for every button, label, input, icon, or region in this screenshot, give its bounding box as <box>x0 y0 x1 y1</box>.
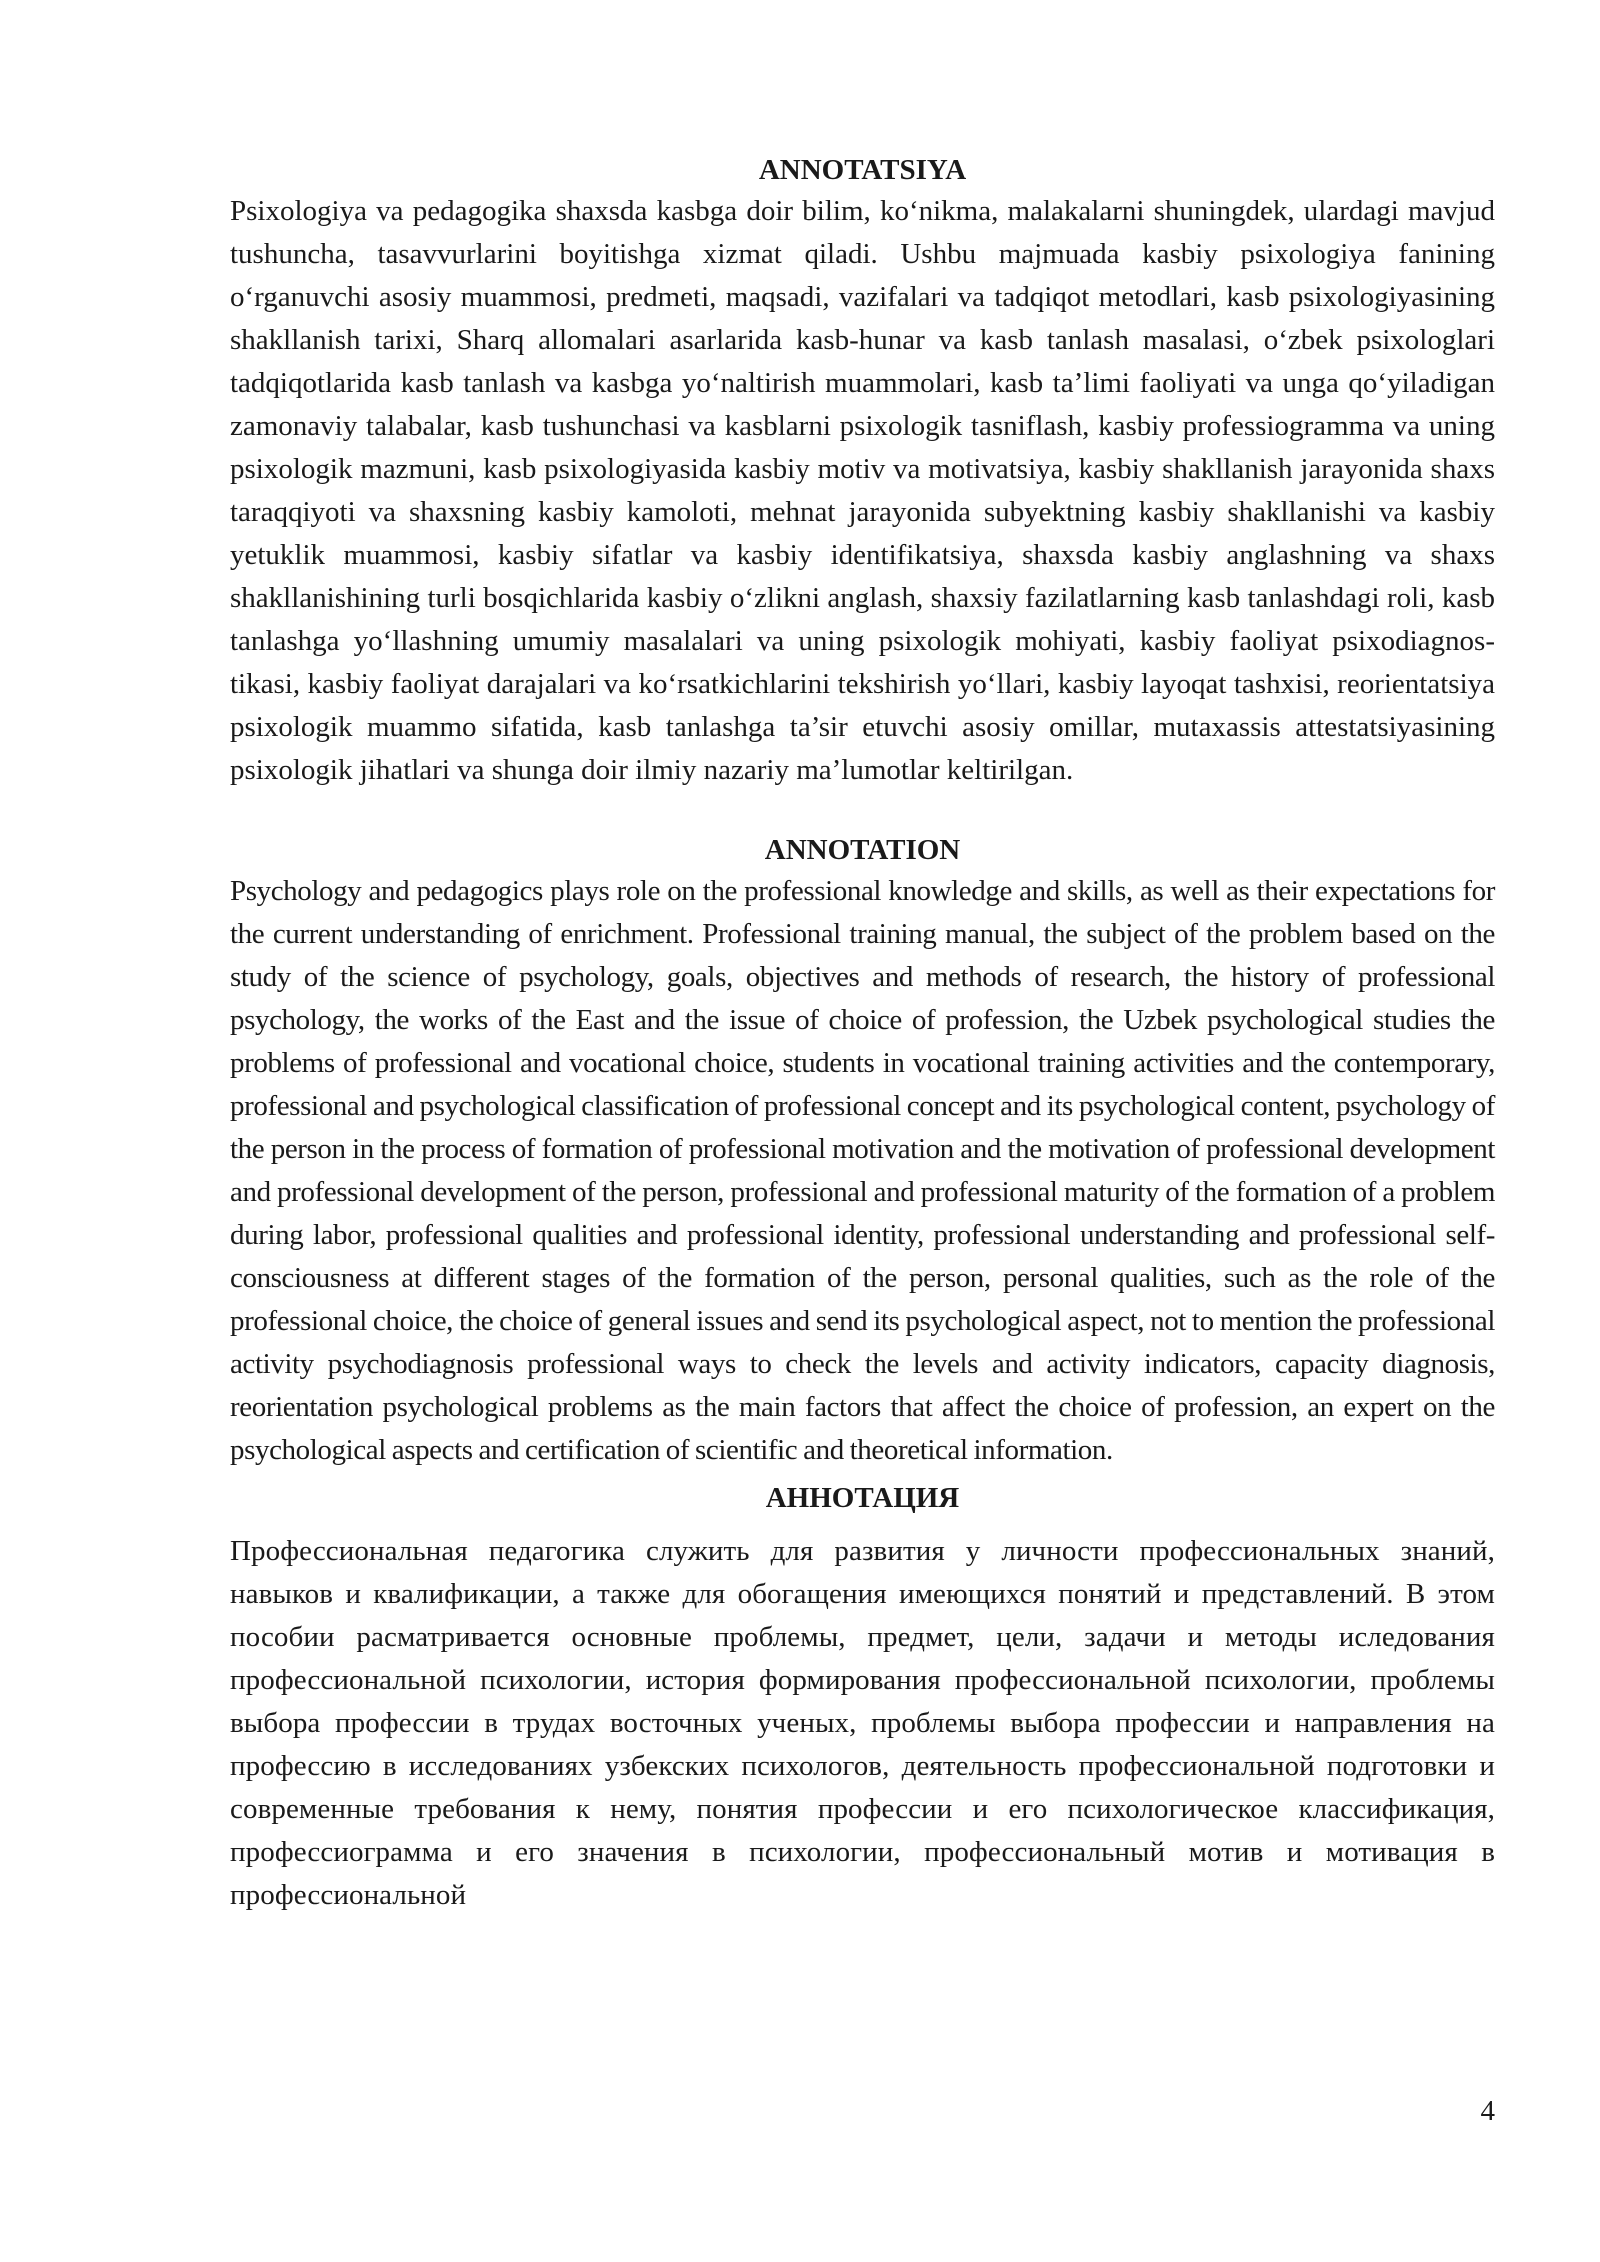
paragraph-russian: Профессиональная педагогика служить для развития у личности профессиональных знаний, навыков и квалификации, а также для обогащения имеющихся понятий и представлений. В этом пособии расматривается основные проблемы, предмет, цели, задачи и методы иследования профессиональной психологии, история формирования профессиональной психологии, проблемы выбора профессии в трудах восточных ученых, проблемы выбора профессии и направления на профессию в исследованиях узбекских психологов, деятельность профессиональной подготовки и современные требования к нему, понятия профессии и его психологическое классификация, профессиограмма и его значения в психологии, профессиональный мотив и мотивация в профессиональной <box>230 1535 1495 1911</box>
paragraph-english: Psychology and pedagogics plays role on the professional knowledge and skills, as well as their expectations for the current understanding of enrichment. Professional training manual, the subject of the problem based on the study of the science of psychology, goals, objectives and methods of research, the history of professional psychology, the works of the East and the issue of choice of profession, the Uzbek psychological studies the problems of professional and vocational choice, students in vocational training activities and the contemporary, professional and psychological classification of professional concept and its psychological content, psychology of the person in the process of formation of professional motivation and the motivation of professional development and professional development of the person, professional and professional maturity of the formation of a problem during labor, professional qualities and professional identity, professional understanding and professional self-consciousness at different stages of the formation of the person, personal qualities, such as the role of the professional choice, the choice of general issues and send its psychological aspect, not to mention the professional activity psychodiagnosis professional ways to check the levels and activity indicators, capacity diagnosis, reorientation psychological problems as the main factors that affect the choice of profession, an expert on the psychological aspects and certification of scientific and theoretical information. <box>230 875 1495 1466</box>
document-page <box>230 150 1495 1917</box>
section-title-russian: АННОТАЦИЯ <box>765 1482 960 1514</box>
section-title-uzbek: ANNOTATSIYA <box>758 154 967 186</box>
paragraph-uzbek: Psixologiya va pedagogika shaxsda kasbga doir bilim, ko‘nikma, malakalarni shuningdek, ulardagi mavjud tushuncha, tasavvurlarini boyitishga xizmat qiladi. Ushbu majmuada kasbiy psixologiya fanining o‘rganuvchi asosiy muammosi, predmeti, maqsadi, vazifalari va tadqiqot metodlari, kasb psixologiyasining shakllanish tarixi, Sharq allomalari asarlarida kasb-hunar va kasb tanlash masalasi, o‘zbek psixologlari tadqiqotlarida kasb tanlash va kasbga yo‘naltirish muammolari, kasb ta’limi faoliyati va unga qo‘yiladigan zamonaviy talabalar, kasb tushunchasi va kasblarni psixologik tasniflash, kasbiy professiogramma va uning psixologik mazmuni, kasb psixologiyasida kasbiy motiv va motivatsiya, kasbiy shakllanish jarayonida shaxs taraqqiyoti va shaxsning kasbiy kamoloti, mehnat jarayonida subyektning kasbiy shakllanishi va kasbiy yetuklik muammosi, kasbiy sifatlar va kasbiy identifikatsiya, shaxsda kasbiy anglashning va shaxs shakllanishining turli bosqichlarida kasbiy o‘zlikni anglash, shaxsiy fazilatlarning kasb tanlashdagi roli, kasb tanlashga yo‘llashning umumiy masalalari va uning psixologik mohiyati, kasbiy faoliyat psixodiagnos-tikasi, kasbiy faoliyat darajalari va ko‘rsatkichlarini tekshirish yo‘llari, kasbiy layoqat tashxisi, reorientatsiya psixologik muammo sifatida, kasb tanlashga ta’sir etuvchi asosiy omillar, mutaxassis attestatsiyasining psixologik jihatlari va shunga doir ilmiy nazariy ma’lumotlar keltirilgan. <box>230 195 1495 786</box>
annotation-english <box>230 830 1495 1472</box>
page-number: 4 <box>1480 2095 1495 2127</box>
section-title-english: ANNOTATION <box>764 834 961 866</box>
annotation-uzbek <box>230 150 1495 792</box>
annotation-russian <box>230 1478 1495 1917</box>
